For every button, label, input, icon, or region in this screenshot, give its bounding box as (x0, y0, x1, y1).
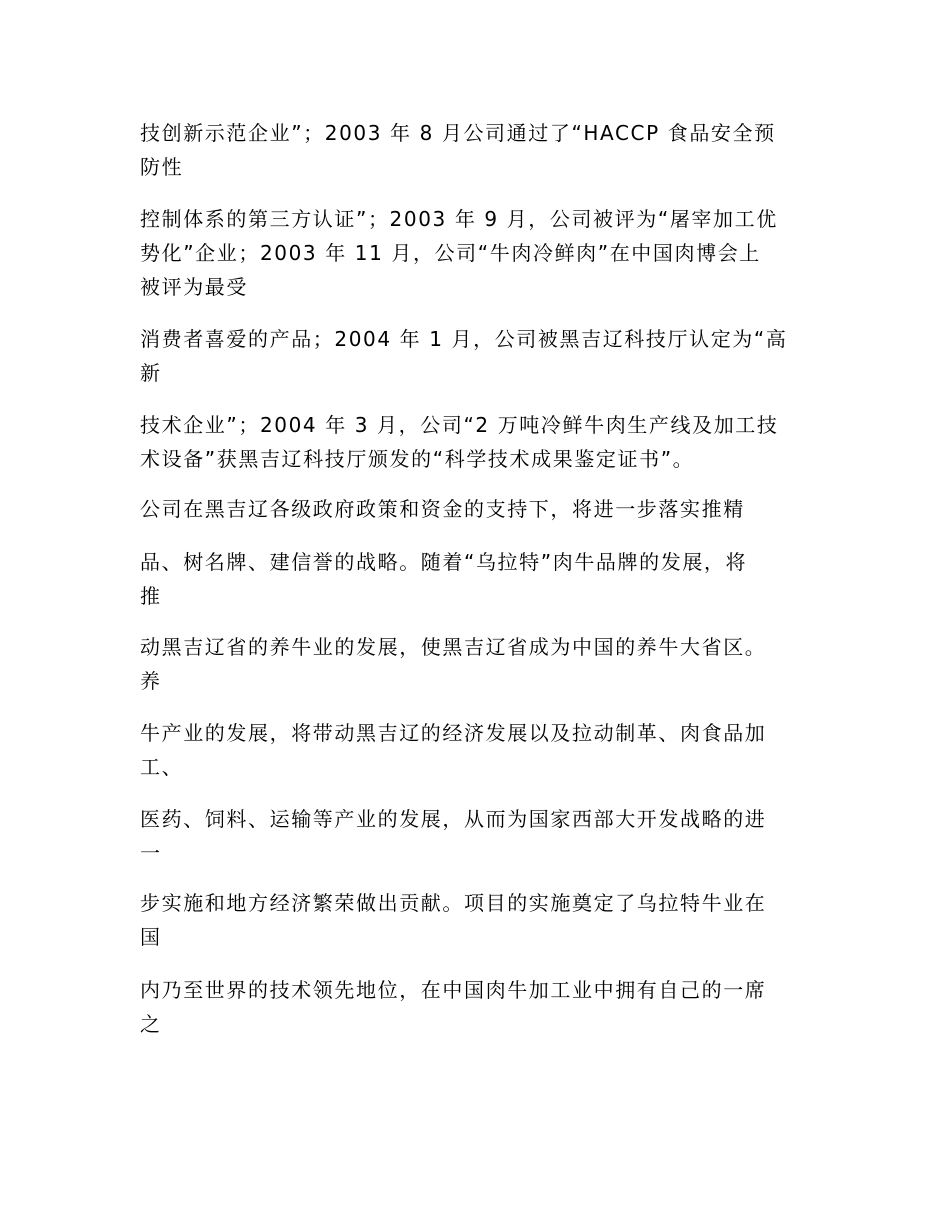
paragraph-1 (140, 116, 820, 184)
text-line: 消费者喜爱的产品；2004 年 1 月，公司被黑吉辽科技厅认定为“高 (140, 327, 788, 351)
paragraph-2 (140, 202, 820, 304)
text-line: 动黑吉辽省的养牛业的发展，使黑吉辽省成为中国的养牛大省区。 (140, 635, 767, 659)
text-line: 一 (140, 841, 162, 865)
text-line: 推 (140, 584, 162, 608)
text-line: 牛产业的发展，将带动黑吉辽的经济发展以及拉动制革、肉食品加 (140, 721, 767, 745)
text-line: 内乃至世界的技术领先地位，在中国肉牛加工业中拥有自己的一席 (140, 978, 767, 1002)
text-line: 养 (140, 669, 162, 693)
text-line: 医药、饲料、运输等产业的发展，从而为国家西部大开发战略的进 (140, 807, 767, 831)
text-line: 工、 (140, 755, 184, 779)
text-line: 步实施和地方经济繁荣做出贡献。项目的实施奠定了乌拉特牛业在 (140, 891, 767, 915)
text-line: 技创新示范企业”；2003 年 8 月公司通过了“HACCP 食品安全预 (140, 121, 776, 145)
paragraph-11 (140, 973, 820, 1041)
paragraph-3 (140, 322, 820, 390)
paragraph-5 (140, 492, 820, 526)
text-line: 势化”企业；2003 年 11 月，公司“牛肉冷鲜肉”在中国肉博会上 (140, 241, 761, 265)
text-line: 品、树名牌、建信誉的战略。随着“乌拉特”肉牛品牌的发展，将 (140, 550, 748, 574)
paragraph-4 (140, 408, 820, 476)
text-line: 之 (140, 1012, 162, 1036)
text-line: 控制体系的第三方认证”；2003 年 9 月，公司被评为“屠宰加工优 (140, 207, 778, 231)
text-line: 公司在黑吉辽各级政府政策和资金的支持下，将进一步落实推精 (140, 497, 745, 521)
paragraph-6 (140, 545, 820, 613)
paragraph-9 (140, 802, 820, 870)
text-line: 技术企业”；2004 年 3 月，公司“2 万吨冷鲜牛肉生产线及加工技 (140, 413, 779, 437)
text-line: 术设备”获黑吉辽科技厅颁发的“科学技术成果鉴定证书”。 (140, 447, 695, 471)
text-line: 新 (140, 361, 162, 385)
text-line: 防性 (140, 155, 184, 179)
text-line: 国 (140, 925, 162, 949)
paragraph-10 (140, 886, 820, 954)
paragraph-7 (140, 630, 820, 698)
text-line: 被评为最受 (140, 275, 248, 299)
paragraph-8 (140, 716, 820, 784)
